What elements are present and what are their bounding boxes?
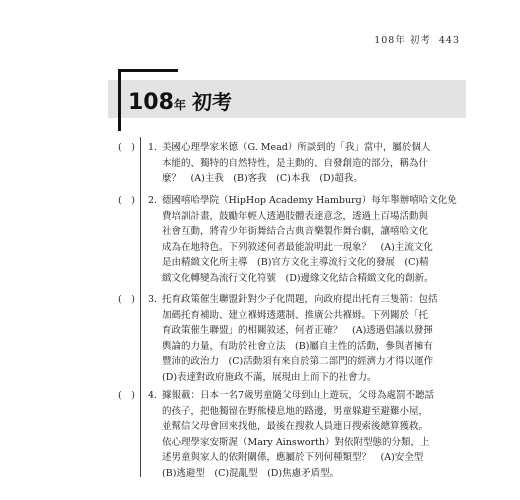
question-line: 美國心理學家米德（G. Mead）所談到的「我」當中，屬於個人 — [162, 142, 431, 153]
question-line: 的孩子，把他獨留在野熊棲息地的路邊，男童躲避至避難小屋， — [162, 405, 429, 417]
question-line: 育政策催生聯盟」的相關敘述，何者正確？ (A)透過倡議以發揮 — [162, 325, 433, 336]
question-text — [162, 193, 467, 286]
question-line: 緻文化轉變為流行文化符號 (D)邊緣文化結合精緻文化的創新。 — [162, 272, 434, 284]
question-line: 社會互動，將青少年街舞結合古典音樂製作舞台劇，讓嘻哈文化 — [162, 226, 429, 237]
question-text — [162, 292, 467, 385]
question-line: 豐沛的政治力 (C)活動須有來自於第二部門的經濟力才得以運作 — [162, 356, 434, 367]
page-number: 443 — [438, 35, 460, 46]
question-line: 依心理學家安斯渥（Mary Ainsworth）對依附型態的分類，上 — [162, 436, 430, 448]
banner-bracket-horizontal — [118, 69, 178, 72]
running-header — [374, 32, 460, 46]
question-line: 輿論的力量，有助於社會立法 (B)屬自主性的活動，參與者擁有 — [162, 340, 433, 352]
running-header-section: 108年 初考 — [374, 35, 431, 46]
question-line: (B)逃避型 (C)混亂型 (D)焦慮矛盾型。 — [162, 467, 340, 479]
answer-blank: ( ) — [118, 195, 135, 206]
section-title-exam: 初考 — [191, 90, 232, 114]
question-line: 並幫信父母會回來找他，最後在搜救人員連日搜索後總算獲救。 — [162, 421, 429, 432]
section-title-year-suffix: 年 — [173, 98, 186, 112]
question-number: 3. — [148, 294, 158, 305]
section-title-year: 108 — [128, 90, 174, 115]
banner-bracket-vertical — [118, 69, 121, 131]
question-line: (D)表達對政府施政不滿，展現由上而下的社會力。 — [162, 371, 377, 383]
question-number: 4. — [148, 390, 158, 401]
question-number: 2. — [148, 195, 158, 206]
question-line: 述男童與家人的依附關係，應屬於下列何種類型？ (A)安全型 — [162, 452, 424, 463]
question-line: 德國嘻哈學院（HipHop Academy Hamburg）每年舉辦嘻哈文化免 — [162, 195, 457, 206]
answer-blank: ( ) — [118, 390, 135, 401]
question-line: 麼？ (A)主我 (B)客我 (C)本我 (D)超我。 — [162, 173, 363, 184]
question-number: 1. — [148, 142, 158, 153]
question-line: 費培訓計畫，鼓勵年輕人透過肢體表達意念，透過上百場活動與 — [162, 210, 429, 222]
answer-blank: ( ) — [118, 294, 135, 305]
question-line: 托育政策催生聯盟針對少子化問題，向政府提出托育三隻箭：包括 — [162, 294, 438, 305]
question-line: 加碼托育補助、建立褓姆透選制、推廣公共褓姆。下列關於「托 — [162, 309, 429, 321]
question-line: 據報載：日本一名7歲男童隨父母到山上遊玩，父母為處罰不聽話 — [162, 390, 435, 401]
answer-column-divider — [140, 137, 141, 477]
question-line: 是由精緻文化所主導 (B)官方文化主導流行文化的發展 (C)精 — [162, 257, 429, 268]
section-title — [128, 86, 232, 115]
question-line: 本能的、獨特的自然特性，是主動的、自發創造的部分，稱為什 — [162, 157, 429, 169]
answer-blank: ( ) — [118, 142, 135, 153]
question-text — [162, 388, 467, 481]
question-line: 成為在地特色。下列敘述何者最能說明此一現象？ (A)主流文化 — [162, 241, 433, 253]
question-text — [162, 140, 467, 187]
